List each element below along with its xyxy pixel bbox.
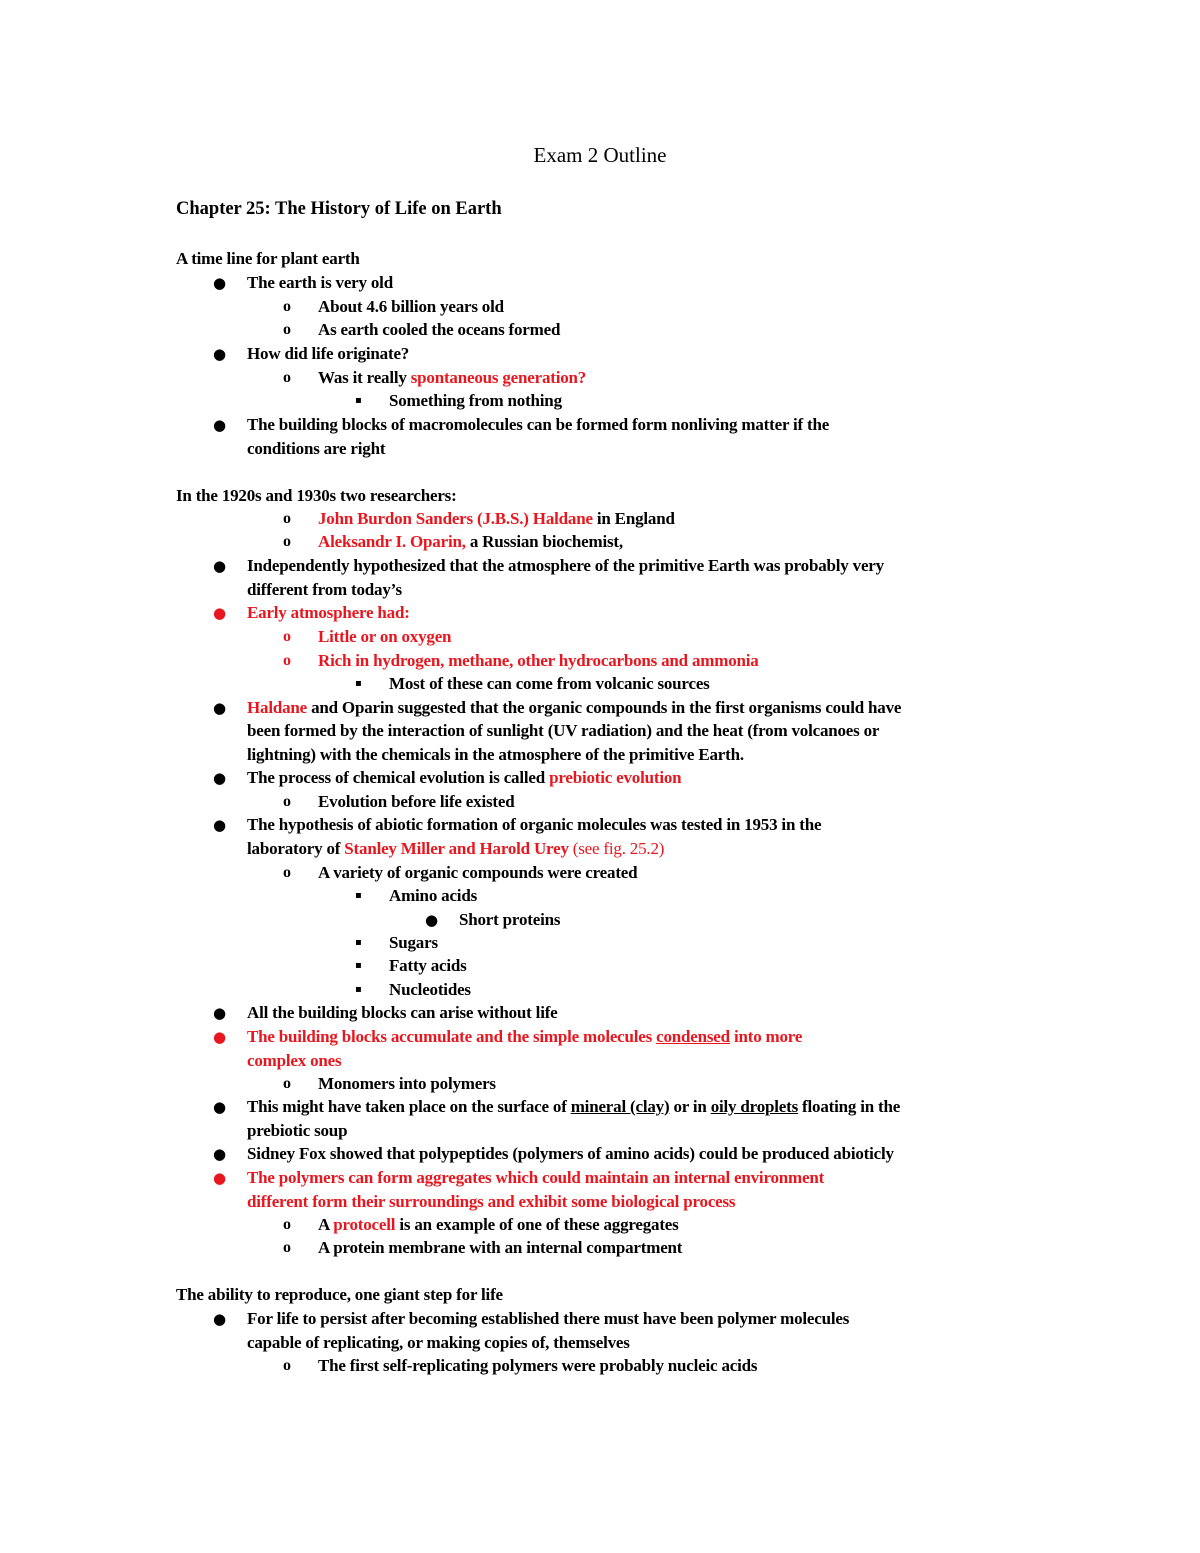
bullet-circle: o — [283, 1075, 291, 1092]
list-item: Amino acids — [389, 886, 478, 905]
highlight-term: John Burdon Sanders (J.B.S.) Haldane — [318, 509, 593, 528]
text-run: Was it really — [318, 368, 411, 387]
bullet-dot: ● — [213, 1145, 227, 1163]
list-item-continued: prebiotic soup — [247, 1121, 348, 1140]
highlight-term: spontaneous generation? — [410, 368, 587, 387]
list-item-continued: different from today’s — [247, 580, 402, 599]
list-item: Independently hypothesized that the atmosphere of the primitive Earth was probably very — [247, 556, 884, 575]
list-item: A protein membrane with an internal compartment — [318, 1238, 683, 1257]
list-item: For life to persist after becoming established there must have been polymer molecules — [247, 1309, 850, 1328]
list-item — [318, 1214, 679, 1236]
list-item: Rich in hydrogen, methane, other hydrocarbons and ammonia — [318, 651, 759, 670]
list-item: As earth cooled the oceans formed — [318, 320, 561, 339]
list-item-continued: different form their surroundings and exhibit some biological process — [247, 1192, 736, 1211]
highlight-term: Haldane — [247, 698, 308, 717]
bullet-square: ▪ — [355, 960, 362, 971]
list-item — [318, 531, 623, 553]
list-item: The building blocks of macromolecules can be formed form nonliving matter if the — [247, 415, 830, 434]
bullet-dot: ● — [213, 557, 227, 575]
bullet-circle: o — [283, 298, 291, 315]
bullet-square: ▪ — [355, 890, 362, 901]
highlight-term: Aleksandr I. Oparin, — [318, 532, 466, 551]
section-heading-researchers: In the 1920s and 1930s two researchers: — [176, 486, 457, 505]
bullet-circle: o — [283, 864, 291, 881]
bullet-dot: ● — [213, 1169, 227, 1187]
bullet-circle: o — [283, 1216, 291, 1233]
bullet-square: ▪ — [355, 678, 362, 689]
text-run: into more — [729, 1027, 803, 1046]
bullet-dot: ● — [213, 416, 227, 434]
bullet-dot: ● — [213, 345, 227, 363]
underlined-term: oily droplets — [710, 1097, 798, 1116]
list-item: Little or on oxygen — [318, 627, 452, 646]
list-item-continued: been formed by the interaction of sunlight (UV radiation) and the heat (from volcanoes or — [247, 721, 880, 740]
text-run: laboratory of — [247, 839, 345, 858]
list-item: The first self-replicating polymers were probably nucleic acids — [318, 1356, 758, 1375]
list-item — [247, 767, 681, 789]
highlight-term: protocell — [333, 1215, 396, 1234]
list-item: About 4.6 billion years old — [318, 297, 504, 316]
bullet-dot: ● — [213, 1004, 227, 1022]
bullet-dot: ● — [425, 911, 439, 929]
bullet-dot: ● — [213, 769, 227, 787]
underlined-term: condensed — [656, 1027, 730, 1046]
list-item: All the building blocks can arise without life — [247, 1003, 558, 1022]
bullet-circle: o — [283, 533, 291, 550]
bullet-circle: o — [283, 1239, 291, 1256]
bullet-circle: o — [283, 321, 291, 338]
list-item: Sidney Fox showed that polypeptides (polymers of amino acids) could be produced abioticly — [247, 1144, 894, 1163]
bullet-square: ▪ — [355, 937, 362, 948]
list-item — [318, 367, 586, 389]
list-item: Fatty acids — [389, 956, 467, 975]
list-item — [247, 1096, 900, 1118]
bullet-circle: o — [283, 1357, 291, 1374]
list-item: Monomers into polymers — [318, 1074, 496, 1093]
bullet-dot: ● — [213, 1310, 227, 1328]
text-run: and Oparin suggested that the organic compounds in the first organisms could have — [307, 698, 902, 717]
bullet-square: ▪ — [355, 984, 362, 995]
list-item — [318, 508, 675, 530]
list-item: Something from nothing — [389, 391, 562, 410]
list-item: A variety of organic compounds were created — [318, 863, 638, 882]
bullet-circle: o — [283, 628, 291, 645]
list-item: Short proteins — [459, 910, 561, 929]
list-item-continued: complex ones — [247, 1051, 342, 1070]
list-item: The hypothesis of abiotic formation of organic molecules was tested in 1953 in the — [247, 815, 822, 834]
highlight-term: prebiotic evolution — [549, 768, 682, 787]
text-run: This might have taken place on the surface of — [247, 1097, 571, 1116]
bullet-square: ▪ — [355, 395, 362, 406]
list-item: The earth is very old — [247, 273, 393, 292]
text-run: a Russian biochemist, — [465, 532, 623, 551]
list-item: Most of these can come from volcanic sources — [389, 674, 710, 693]
section-heading-reproduce: The ability to reproduce, one giant step for life — [176, 1285, 503, 1304]
section-heading-timeline: A time line for plant earth — [176, 249, 360, 268]
list-item: Nucleotides — [389, 980, 471, 999]
text-run: or in — [669, 1097, 711, 1116]
text-run: is an example of one of these aggregates — [395, 1215, 679, 1234]
list-item: Early atmosphere had: — [247, 603, 410, 622]
bullet-dot: ● — [213, 816, 227, 834]
bullet-circle: o — [283, 369, 291, 386]
list-item — [247, 697, 901, 719]
list-item-continued — [247, 838, 664, 860]
list-item-continued: conditions are right — [247, 439, 386, 458]
bullet-dot: ● — [213, 604, 227, 622]
bullet-circle: o — [283, 510, 291, 527]
list-item-continued: lightning) with the chemicals in the atmosphere of the primitive Earth. — [247, 745, 744, 764]
bullet-dot: ● — [213, 699, 227, 717]
bullet-circle: o — [283, 793, 291, 810]
list-item: The polymers can form aggregates which could maintain an internal environment — [247, 1168, 825, 1187]
list-item: Evolution before life existed — [318, 792, 515, 811]
bullet-dot: ● — [213, 1028, 227, 1046]
list-item: How did life originate? — [247, 344, 410, 363]
text-run: in England — [592, 509, 675, 528]
bullet-circle: o — [283, 652, 291, 669]
text-run: The building blocks accumulate and the simple molecules — [247, 1027, 657, 1046]
list-item — [247, 1026, 802, 1048]
text-run: A — [318, 1215, 334, 1234]
list-item: Sugars — [389, 933, 438, 952]
list-item-continued: capable of replicating, or making copies of, themselves — [247, 1333, 630, 1352]
page-title: Exam 2 Outline — [533, 143, 667, 167]
highlight-term: Stanley Miller and Harold Urey — [344, 839, 569, 858]
bullet-dot: ● — [213, 274, 227, 292]
chapter-heading: Chapter 25: The History of Life on Earth — [176, 199, 502, 219]
underlined-term: mineral (clay) — [570, 1097, 670, 1116]
text-run: floating in the — [798, 1097, 901, 1116]
bullet-dot: ● — [213, 1098, 227, 1116]
figure-reference: (see fig. 25.2) — [568, 839, 665, 858]
text-run: The process of chemical evolution is called — [247, 768, 550, 787]
